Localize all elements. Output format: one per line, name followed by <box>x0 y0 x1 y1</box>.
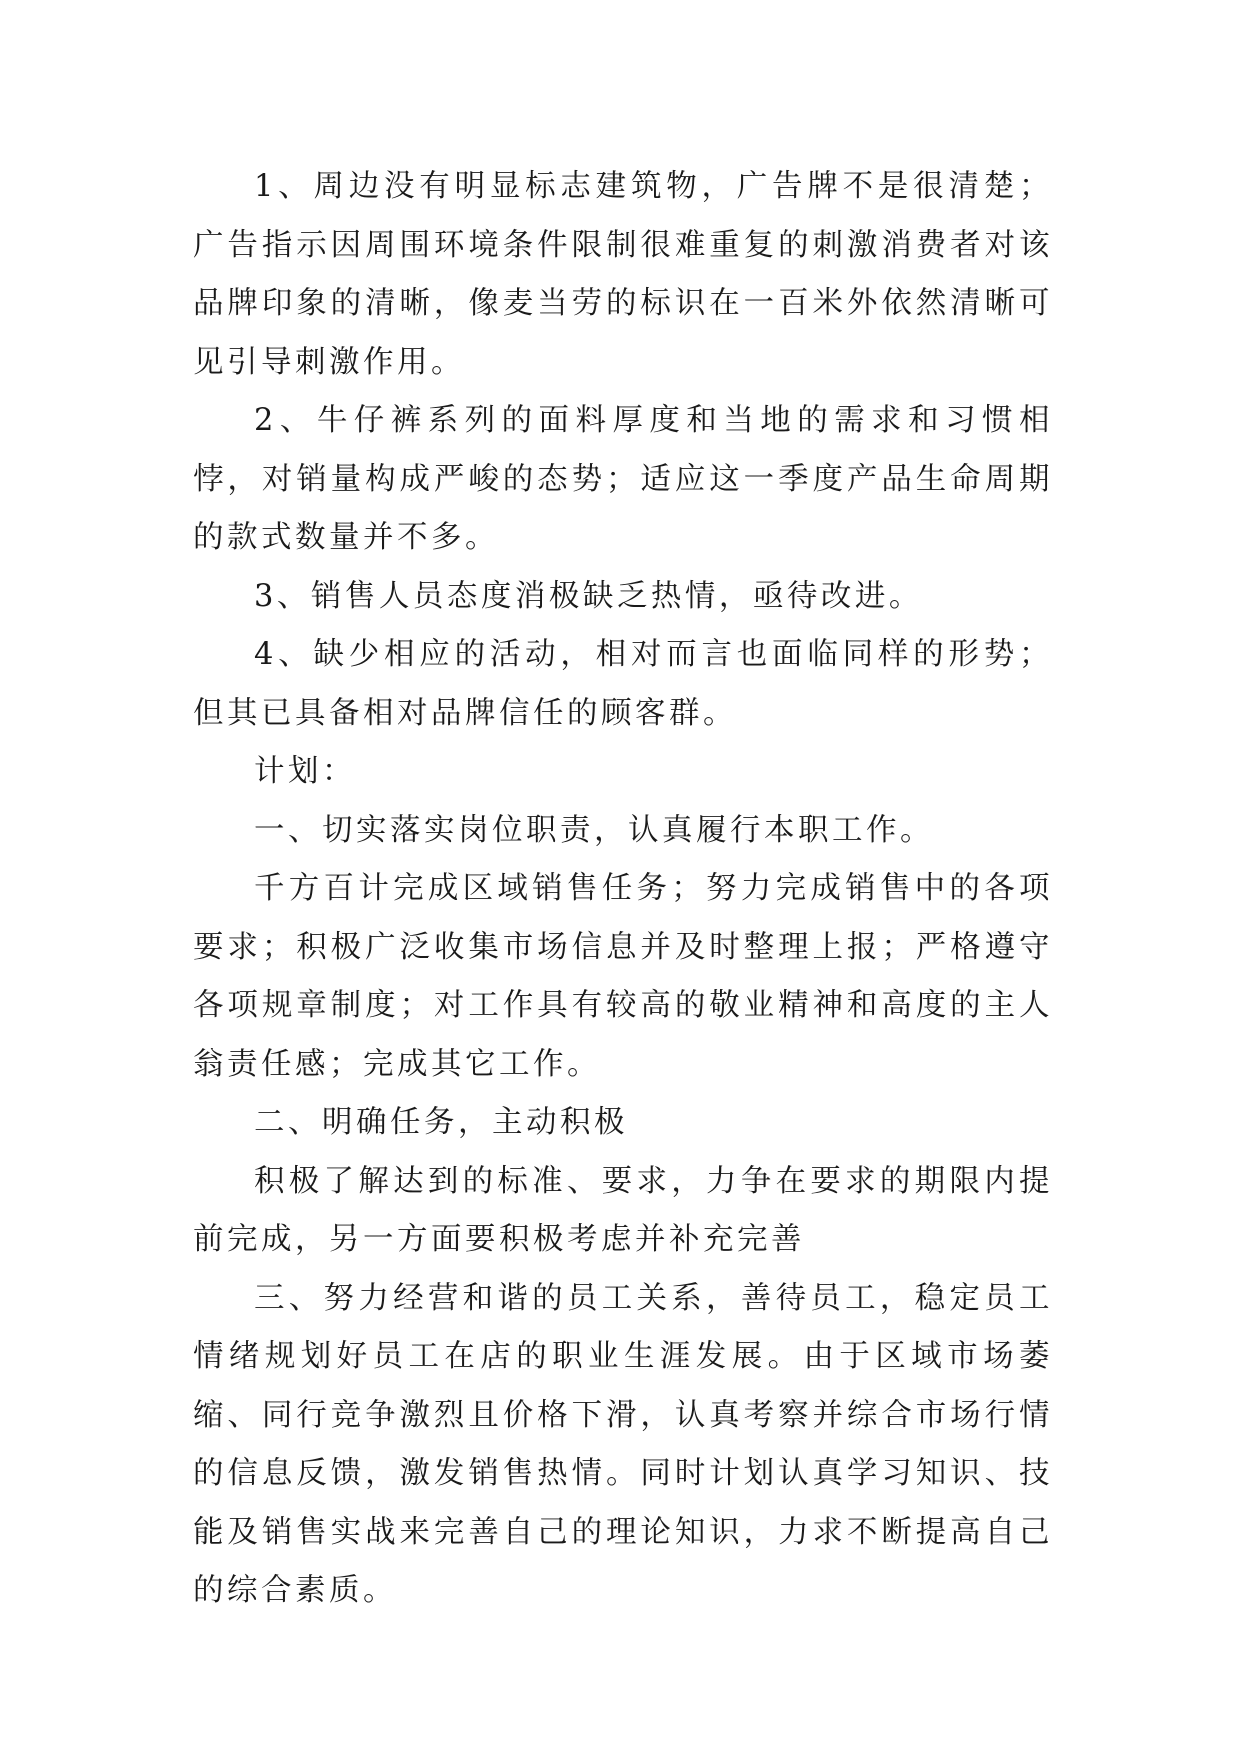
paragraph-issue-3: 3、销售人员态度消极缺乏热情，亟待改进。 <box>254 578 923 614</box>
plan-item-1-body: 千方百计完成区域销售任务；努力完成销售中的各项要求；积极广泛收集市场信息并及时整理上报；严格遵守各项规章制度；对工作具有较高的敬业精神和高度的主人翁责任感；完成其它工作。 <box>193 871 1053 1082</box>
plan-item-2-heading: 二、明确任务，主动积极 <box>254 1105 628 1140</box>
paragraph-issue-4: 4、缺少相应的活动，相对而言也面临同样的形势；但其已具备相对品牌信任的顾客群。 <box>193 637 1053 731</box>
plan-item-1-heading: 一、切实落实岗位职责，认真履行本职工作。 <box>254 812 934 848</box>
document-body <box>193 158 1053 1621</box>
plan-item-2-body: 积极了解达到的标准、要求，力争在要求的期限内提前完成，另一方面要积极考虑并补充完善 <box>193 1163 1053 1257</box>
paragraph-issue-2: 2、牛仔裤系列的面料厚度和当地的需求和习惯相悖，对销量构成严峻的态势；适应这一季度产品生命周期的款式数量并不多。 <box>193 403 1053 555</box>
plan-item-3-body: 三、努力经营和谐的员工关系，善待员工，稳定员工情绪规划好员工在店的职业生涯发展。由于区域市场萎缩、同行竞争激烈且价格下滑，认真考察并综合市场行情的信息反馈，激发销售热情。同时计划认真学习知识、技能及销售实战来完善自己的理论知识，力求不断提高自己的综合素质。 <box>193 1280 1053 1608</box>
plan-heading: 计划： <box>254 754 356 789</box>
paragraph-issue-1: 1、周边没有明显标志建筑物，广告牌不是很清楚；广告指示因周围环境条件限制很难重复的刺激消费者对该品牌印象的清晰，像麦当劳的标识在一百米外依然清晰可见引导刺激作用。 <box>193 169 1053 380</box>
